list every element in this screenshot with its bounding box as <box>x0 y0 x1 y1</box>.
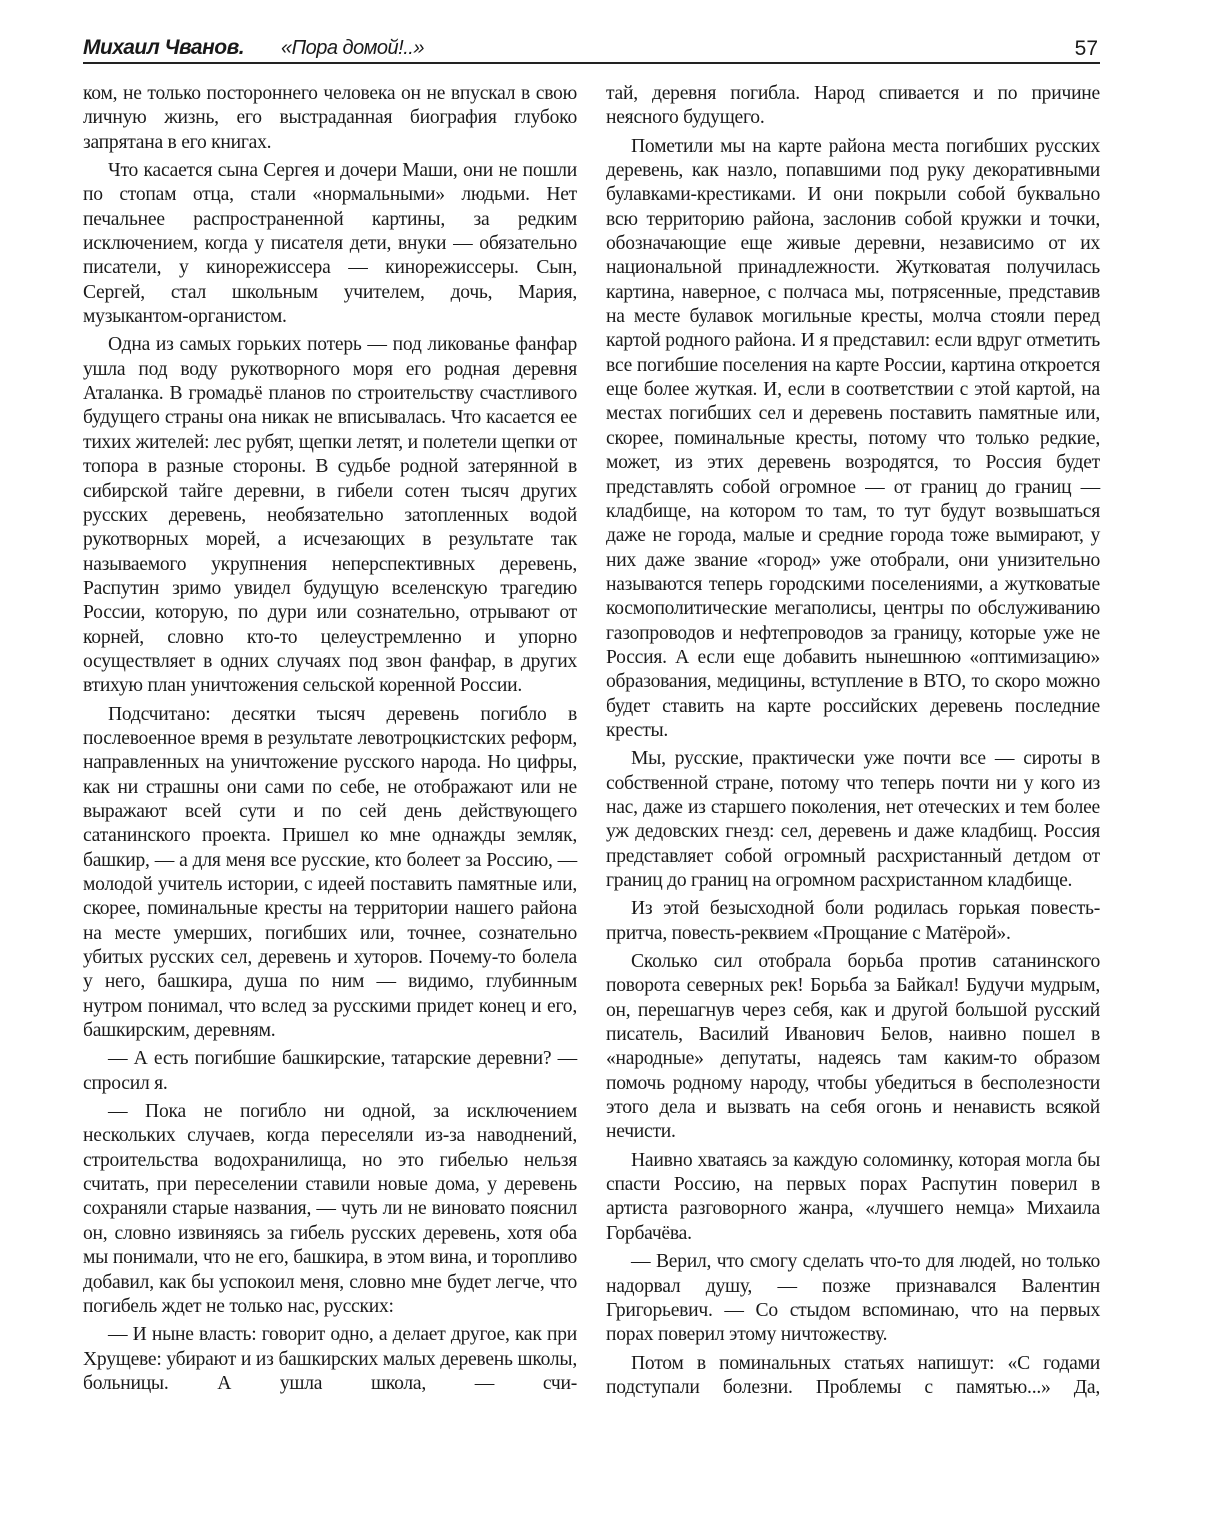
paragraph: тай, деревня погибла. Народ спивается и по причине неясного будущего. <box>606 83 1100 129</box>
page-number: 57 <box>1074 37 1098 60</box>
paragraph: — А есть погибшие башкирские, татарские деревни? — спросил я. <box>83 1048 577 1094</box>
paragraph: — Пока не погибло ни одной, за исключением нескольких случаев, когда переселяли из-за наводнений, строительства водохранилища, но это гибелью нельзя считать, при переселении ставили новые дома, у деревень сохраняли старые названия, — чуть ли не виновато пояснил он, словно извиняясь за гибель русских деревень, хотя оба мы понимали, что не его, башкира, в этом вина, и торопливо добавил, как бы успокоил меня, словно мне будет легче, что погибель ждет не только нас, русских: <box>83 1101 577 1317</box>
paragraph: Подсчитано: десятки тысяч деревень погибло в послевоенное время в результате левотроцкистских реформ, направленных на уничтожение русского народа. Но цифры, как ни страшны они сами по себе, не отображают или не выражают всей сути и по сей день действующего сатанинского проекта. Пришел ко мне однажды земляк, башкир, — а для меня все русские, кто болеет за Россию, — молодой учитель истории, с идеей поставить памятные или, скорее, поминальные кресты на территории нашего района на месте умерших, погибших или, точнее, сознательно убитых русских сел, деревень и хуторов. Почему-то болела у него, башкира, душа по ним — видимо, глубинным нутром понимал, что вслед за русскими придет конец и его, башкирским, деревням. <box>83 703 577 1042</box>
paragraph: Наивно хватаясь за каждую соломинку, которая могла бы спасти Россию, на первых порах Распутин поверил в артиста разговорного жанра, «лучшего немца» Михаила Горбачёва. <box>606 1149 1100 1244</box>
paragraph: — И ныне власть: говорит одно, а делает другое, как при Хрущеве: убирают и из башкирских малых деревень школы, больницы. А ушла школа, — счи- <box>83 1324 577 1394</box>
paragraph: Одна из самых горьких потерь — под ликованье фанфар ушла под воду рукотворного моря его родная деревня Аталанка. В громадьё планов по строительству счастливого будущего страны она никак не вписывалась. Что касается ее тихих жителей: лес рубят, щепки летят, и полетели щепки от топора в разные стороны. В судьбе родной затерянной в сибирской тайге деревни, в гибели сотен тысяч других русских деревень, необязательно затопленных водой рукотворных морей, а исчезающих в результате так называемого укрупнения неперспективных деревень, Распутин зримо увидел будущую вселенскую трагедию России, которую, по дури или сознательно, отрывают от корней, словно кто-то целеустремленно и упорно осуществляет в одних случаях под звон фанфар, в других втихую план уничтожения сельской коренной России. <box>83 334 577 697</box>
paragraph: Что касается сына Сергея и дочери Маши, они не пошли по стопам отца, стали «нормальными» людьми. Нет печальнее распространенной картины, за редким исключением, когда у писателя дети, внуки — обязательно писатели, у кинорежиссера — кинорежиссеры. Сын, Сергей, стал школьным учителем, дочь, Мария, музыкантом-органистом. <box>83 160 577 328</box>
paragraph: Сколько сил отобрала борьба против сатанинского поворота северных рек! Борьба за Байкал! Будучи мудрым, он, перешагнув через себя, как и другой большой русский писатель, Василий Иванович Белов, наивно пошел в «народные» депутаты, надеясь там каким-то образом помочь родному народу, чтобы убедиться в бесполезности этого дела и вызвать на себя огонь и ненависть всякой нечисти. <box>606 951 1100 1143</box>
paragraph: — Верил, что смогу сделать что-то для людей, но только надорвал душу, — позже признавался Валентин Григорьевич. — Со стыдом вспоминаю, что на первых порах поверил этому ничтожеству. <box>606 1251 1100 1346</box>
paragraph: Из этой безысходной боли родилась горькая повесть-притча, повесть-реквием «Прощание с Матёрой». <box>606 898 1100 944</box>
paragraph: Потом в поминальных статьях напишут: «С годами подступали болезни. Проблемы с памятью...» Да, <box>606 1352 1100 1398</box>
running-header <box>83 34 1100 64</box>
header-title: «Пора домой!..» <box>281 37 424 59</box>
right-column <box>606 82 1100 1404</box>
paragraph: Мы, русские, практически уже почти все — сироты в собственной стране, потому что теперь почти ни у кого из нас, даже из старшего поколения, нет отеческих и тем более уж дедовских гнезд: сел, деревень и даже кладбищ. Россия представляет собой огромный расхристанный детдом от границ до границ на огромном расхристанном кладбище. <box>606 748 1100 891</box>
left-column <box>83 82 577 1400</box>
header-author: Михаил Чванов. <box>83 36 245 59</box>
paragraph: ком, не только постороннего человека он не впускал в свою личную жизнь, его выстраданная биография глубоко запрятана в его книгах. <box>83 83 577 153</box>
paragraph: Пометили мы на карте района места погибших русских деревень, как назло, попавшими под руку декоративными булавками-крестиками. И они покрыли собой буквально всю территорию района, заслонив собой кружки и точки, обозначающие еще живые деревни, независимо от их национальной принадлежности. Жутковатая получилась картина, наверное, с полчаса мы, потрясенные, представив на месте булавок могильные кресты, молча стояли перед картой родного района. И я представил: если вдруг отметить все погибшие поселения на карте России, картина откроется еще более жуткая. И, если в соответствии с этой картой, на местах погибших сел и деревень поставить памятные или, скорее, поминальные кресты, потому что только редкие, может, из этих деревень возродятся, то Россия будет представлять собой огромное — от границ до границ — кладбище, на котором то там, то тут будут возвышаться даже не города, малые и средние города тоже вымирают, у них даже звание «город» уже отобрали, они унизительно называются теперь городскими поселениями, а жутковатые космополитические мегаполисы, центры по обслуживанию газопроводов и нефтепроводов за границу, которые уже не Россия. А если еще добавить нынешнюю «оптимизацию» образования, медицины, вступление в ВТО, то скоро можно будет ставить на карте российских деревень последние кресты. <box>606 135 1100 741</box>
